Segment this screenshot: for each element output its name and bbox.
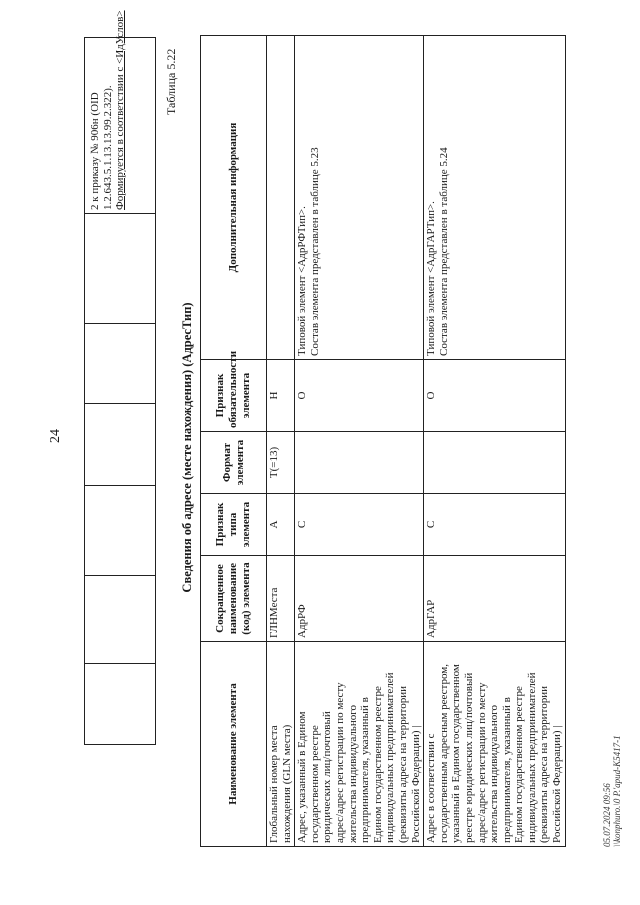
document-footer — [602, 735, 622, 847]
continuation-line: 1.2.643.5.1.13.13.99.2.322). — [101, 85, 114, 210]
row-required: Н — [267, 360, 295, 432]
table-divider — [85, 403, 155, 404]
col-header-type: Признак типа элемента — [201, 494, 267, 556]
row-name: Адрес, указанный в Едином государственном реестре юридических лиц/почтовый адрес/адрес регистрации по месту жительства индивидуального предпринимателя, указанный в Едином государственном реестре индивидуальных предпринимателей (реквизиты адреса на территории Российской Федерации) | — [295, 642, 424, 847]
table-divider — [85, 323, 155, 324]
table-divider — [85, 213, 155, 214]
row-format — [424, 432, 566, 494]
col-header-name: Наименование элемента — [201, 642, 267, 847]
continuation-text — [89, 10, 127, 210]
row-format: T(=13) — [267, 432, 295, 494]
col-header-info: Дополнительная информация — [201, 36, 267, 360]
col-header-required: Признак обязательности элемента — [201, 360, 267, 432]
row-type: С — [295, 494, 424, 556]
col-header-format: Формат элемента — [201, 432, 267, 494]
col-header-code: Сокращенное наименование (код) элемента — [201, 556, 267, 642]
row-code: АдрРФ — [295, 556, 424, 642]
continuation-line: 2 к приказу № 906н (OID — [89, 92, 101, 210]
row-info — [267, 36, 295, 360]
row-info: Типовой элемент <АдрРФТип>. Состав элемента представлен в таблице 5.23 — [295, 36, 424, 360]
page-number: 24 — [48, 429, 63, 443]
table-title: Сведения об адресе (месте нахождения) (АдресТип) — [180, 302, 194, 593]
table-divider — [85, 663, 155, 664]
continuation-table — [84, 10, 156, 745]
table-row — [295, 36, 424, 847]
address-table — [200, 35, 566, 847]
row-code: АдрГАР — [424, 556, 566, 642]
row-name: Глобальный номер места нахождения (GLN места) — [267, 642, 295, 847]
table-number: Таблица 5.22 — [164, 48, 178, 115]
table-divider — [85, 575, 155, 576]
row-required: О — [424, 360, 566, 432]
row-required: О — [295, 360, 424, 432]
row-name: Адрес в соответствии с государственным адресным реестром, указанный в Едином государственном реестре юридических лиц/почтовый адрес/адрес регистрации по месту жительства индивидуального предпринимателя, указанный в Едином государственном реестре индивидуальных предпринимателей (реквизиты адреса на территории Российской Федерации) | — [424, 642, 566, 847]
footer-source: \\konphuro.\0 P.'apud-K5417-1 — [612, 735, 622, 847]
table-row — [267, 36, 295, 847]
table-row — [424, 36, 566, 847]
table-header-row — [201, 36, 267, 847]
row-code: ГЛНМеста — [267, 556, 295, 642]
footer-timestamp: 05.07.2024 09:56 — [602, 783, 612, 847]
row-format — [295, 432, 424, 494]
table-divider — [85, 485, 155, 486]
continuation-line: Формируется в соответствии с <ИдУслов> — [114, 10, 127, 210]
row-type: А — [267, 494, 295, 556]
row-type: С — [424, 494, 566, 556]
row-info: Типовой элемент <АдрГАРТип>. Состав элемента представлен в таблице 5.24 — [424, 36, 566, 360]
